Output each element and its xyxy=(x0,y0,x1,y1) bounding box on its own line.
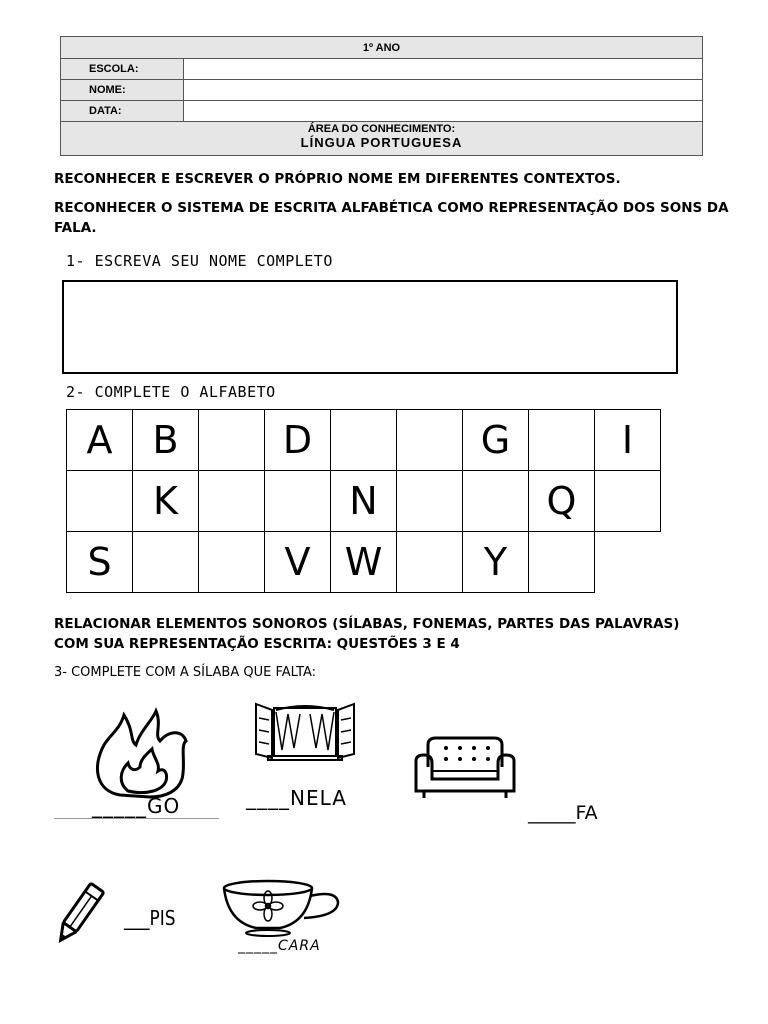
knowledge-area-label: ÁREA DO CONHECIMENTO: xyxy=(307,123,456,135)
sofa-blank[interactable]: _____ xyxy=(528,802,576,824)
alphabet-letter-cell: Y xyxy=(463,532,529,593)
alphabet-blank-cell[interactable] xyxy=(199,410,265,471)
alphabet-letter-cell: B xyxy=(133,410,199,471)
name-row xyxy=(61,80,702,101)
alphabet-letter-cell: D xyxy=(265,410,331,471)
fire-blank[interactable]: _____ xyxy=(92,794,147,818)
knowledge-area-value: LÍNGUA PORTUGUESA xyxy=(300,135,463,150)
alphabet-letter-cell: I xyxy=(595,410,661,471)
objective-2: RECONHECER O SISTEMA DE ESCRITA ALFABÉTICA COMO REPRESENTAÇÃO DOS SONS DA FALA. xyxy=(54,200,729,236)
date-row xyxy=(61,101,702,122)
pencil-icon xyxy=(52,878,106,950)
alphabet-grid xyxy=(66,409,661,593)
alphabet-blank-cell[interactable] xyxy=(397,410,463,471)
fire-baseline xyxy=(54,818,219,819)
date-label: DATA: xyxy=(61,101,184,121)
alphabet-row xyxy=(67,410,661,471)
grade-title: 1º ANO xyxy=(61,37,702,59)
alphabet-blank-cell[interactable] xyxy=(199,471,265,532)
alphabet-blank-cell[interactable] xyxy=(265,471,331,532)
alphabet-blank-cell[interactable] xyxy=(463,471,529,532)
cup-syllable: CARA xyxy=(278,938,321,954)
question-3-label: 3- COMPLETE COM A SÍLABA QUE FALTA: xyxy=(54,665,317,680)
alphabet-letter-cell: S xyxy=(67,532,133,593)
window-syllable: NELA xyxy=(290,786,347,810)
alphabet-letter-cell: A xyxy=(67,410,133,471)
window-word xyxy=(246,786,347,810)
name-label: NOME: xyxy=(61,80,184,100)
alphabet-blank-cell[interactable] xyxy=(67,471,133,532)
alphabet-blank-cell[interactable] xyxy=(331,410,397,471)
fire-icon xyxy=(90,705,190,800)
question-2-label: 2- COMPLETE O ALFABETO xyxy=(66,383,276,401)
alphabet-blank-cell[interactable] xyxy=(397,532,463,593)
alphabet-row xyxy=(67,471,661,532)
alphabet-blank-cell[interactable] xyxy=(595,471,661,532)
name-field[interactable] xyxy=(184,80,702,100)
alphabet-letter-cell: W xyxy=(331,532,397,593)
objective-3: RELACIONAR ELEMENTOS SONOROS (SÍLABAS, FONEMAS, PARTES DAS PALAVRAS) COM SUA REPRESENTAÇÃO ESCRITA: QUESTÕES 3 E 4 xyxy=(54,616,680,652)
alphabet-blank-cell[interactable] xyxy=(133,532,199,593)
alphabet-letter-cell: N xyxy=(331,471,397,532)
alphabet-letter-cell: Q xyxy=(529,471,595,532)
sofa-word xyxy=(528,802,598,824)
school-row xyxy=(61,59,702,80)
school-label: ESCOLA: xyxy=(61,59,184,79)
fire-word xyxy=(92,794,180,818)
knowledge-area xyxy=(61,122,702,157)
alphabet-letter-cell: G xyxy=(463,410,529,471)
alphabet-blank-cell[interactable] xyxy=(529,410,595,471)
objective-1: RECONHECER E ESCREVER O PRÓPRIO NOME EM DIFERENTES CONTEXTOS. xyxy=(54,171,621,187)
alphabet-blank-cell[interactable] xyxy=(397,471,463,532)
alphabet-empty-space xyxy=(595,532,661,593)
fire-syllable: GO xyxy=(147,794,181,818)
pencil-syllable: PIS xyxy=(149,906,176,930)
alphabet-letter-cell: K xyxy=(133,471,199,532)
alphabet-row xyxy=(67,532,661,593)
pencil-word xyxy=(124,906,176,930)
window-icon xyxy=(252,700,358,762)
cup-icon xyxy=(220,878,342,938)
header-table xyxy=(60,36,703,156)
cup-blank[interactable]: _____ xyxy=(238,938,278,954)
sofa-icon xyxy=(412,735,518,801)
name-answer-box[interactable] xyxy=(62,280,678,374)
question-1-label: 1- ESCREVA SEU NOME COMPLETO xyxy=(66,252,333,270)
date-field[interactable] xyxy=(184,101,702,121)
window-blank[interactable]: ____ xyxy=(246,786,290,810)
sofa-syllable: FA xyxy=(575,802,598,824)
alphabet-blank-cell[interactable] xyxy=(199,532,265,593)
cup-word xyxy=(238,938,321,954)
alphabet-letter-cell: V xyxy=(265,532,331,593)
alphabet-blank-cell[interactable] xyxy=(529,532,595,593)
pencil-blank[interactable]: ___ xyxy=(124,906,150,930)
school-field[interactable] xyxy=(184,59,702,79)
